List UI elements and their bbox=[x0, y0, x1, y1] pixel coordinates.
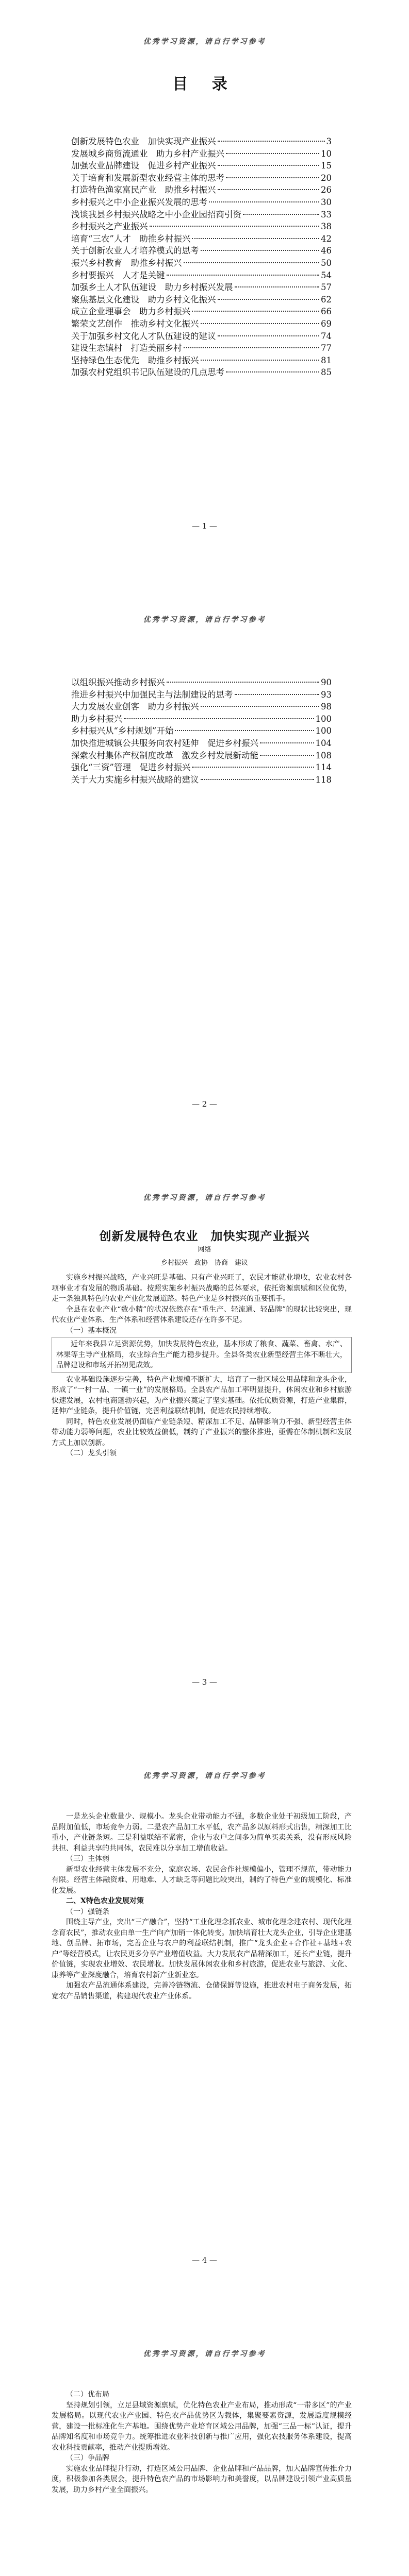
toc-title: 目 录 bbox=[172, 75, 237, 93]
toc-leader-dots bbox=[243, 214, 319, 215]
body-paragraph: 农业基础设施逐步完善，特色产业规模不断扩大，培育了一批区域公用品牌和龙头企业，形成了“一村一品、一镇一业”的发展格局。全县农产品加工率明显提升，休闲农业和乡村旅游快速发展，农村电商蓬勃兴起，为产业振兴奠定了坚实基础。依托优质资源，打造产业集群，延伸产业链条，提升价值链，完善利益联结机制，促进农民持续增收。 bbox=[52, 1375, 352, 1415]
toc-leader-dots bbox=[201, 250, 320, 251]
toc-entry-title: 聚焦基层文化建设 助力乡村文化振兴 bbox=[71, 294, 216, 304]
page-4 bbox=[0, 1734, 409, 2312]
toc-entry[interactable] bbox=[71, 306, 332, 318]
toc-entry-title: 创新发展特色农业 加快实现产业振兴 bbox=[71, 137, 216, 146]
toc-entry-title: 加强农村党组织书记队伍建设的几点思考 bbox=[71, 367, 224, 378]
toc-leader-dots bbox=[201, 360, 320, 361]
article-body bbox=[52, 2389, 352, 2495]
toc-entry[interactable] bbox=[71, 737, 332, 750]
toc-leader-dots bbox=[184, 347, 320, 348]
page-number: — 1 — bbox=[191, 521, 218, 531]
page-banner: 优秀学习资源，请自行学习参考 bbox=[143, 1772, 266, 1780]
toc-entry-page: 77 bbox=[321, 343, 332, 353]
page-2 bbox=[0, 578, 409, 1156]
section-subheading: （二）龙头引领 bbox=[66, 1449, 117, 1458]
body-paragraph: 围绕主导产业，突出“三产融合”，坚持“工业化理念抓农业、城市化理念建农村、现代化理念育农民”，推动农业由单一生产向产加销一体化转变。加快培育壮大龙头企业，引导企业建基地、创品牌、拓市场，完善企业与农户的利益联结机制，推广“龙头企业+合作社+基地+农户”等经营模式，让农民更多分享产业增值收益。大力发展农产品精深加工，延长产业链，提升价值链，实现农业增效、农民增收。加快发展休闲农业和乡村旅游，促进农业与旅游、文化、康养等产业深度融合，培育农村新产业新业态。 bbox=[52, 1918, 352, 1979]
body-paragraph: 同时，特色农业发展仍面临产业链条短、精深加工不足、品牌影响力不强、新型经营主体带动能力弱等问题，农业比较效益偏低，制约了产业振兴的整体推进，亟需在体制机制和发展方式上加以创新。 bbox=[52, 1417, 352, 1447]
toc-entry[interactable] bbox=[71, 725, 332, 737]
toc-leader-dots bbox=[175, 730, 314, 731]
toc-entry[interactable] bbox=[71, 257, 332, 269]
toc-entry-title: 关于培育和发展新型农业经营主体的思考 bbox=[71, 173, 224, 183]
toc-entry-title: 关于大力实施乡村振兴战略的建议 bbox=[71, 774, 199, 785]
page-banner: 优秀学习资源，请自行学习参考 bbox=[143, 1194, 266, 1202]
toc-leader-dots bbox=[218, 165, 320, 166]
toc-entry-title: 加强乡土人才队伍建设 助力乡村振兴发展 bbox=[71, 282, 233, 293]
toc-entry-title: 关于创新农业人才培养模式的思考 bbox=[71, 246, 199, 256]
toc-leader-dots bbox=[235, 286, 320, 287]
toc-entry-title: 乡村振兴之产业振兴 bbox=[71, 222, 148, 232]
toc-list bbox=[71, 676, 332, 786]
article-body bbox=[52, 1811, 352, 2002]
toc-entry-title: 推进乡村振兴中加强民主与法制建设的思考 bbox=[71, 689, 233, 700]
toc-leader-dots bbox=[226, 371, 319, 372]
page-number: — 2 — bbox=[191, 1099, 218, 1109]
toc-leader-dots bbox=[201, 706, 320, 707]
page-5 bbox=[0, 2312, 409, 2576]
toc-leader-dots bbox=[260, 755, 314, 756]
toc-entry-title: 强化“三资”管理 促进乡村振兴 bbox=[71, 762, 191, 773]
section-heading: 二、X特色农业发展对策 bbox=[66, 1897, 144, 1905]
toc-entry[interactable] bbox=[71, 774, 332, 786]
toc-entry-page: 81 bbox=[321, 355, 332, 365]
toc-entry-page: 57 bbox=[321, 282, 332, 293]
body-paragraph: 加强农产品流通体系建设，完善冷链物流、仓储保鲜等设施，推进农村电子商务发展，拓宽农产品销售渠道，构建现代农业产业体系。 bbox=[52, 1981, 352, 2001]
toc-entry[interactable] bbox=[71, 366, 332, 379]
toc-entry[interactable] bbox=[71, 701, 332, 713]
toc-entry-page: 46 bbox=[321, 246, 332, 256]
toc-entry-title: 大力发展农业创客 助力乡村振兴 bbox=[71, 702, 199, 712]
toc-entry-page: 98 bbox=[321, 702, 332, 712]
toc-entry[interactable] bbox=[71, 148, 332, 160]
toc-entry-title: 培育“三农”人才 助推乡村振兴 bbox=[71, 233, 191, 244]
toc-entry-page: 15 bbox=[321, 161, 332, 171]
toc-entry-title: 建设生态镇村 打造美丽乡村 bbox=[71, 343, 182, 353]
page-banner: 优秀学习资源，请自行学习参考 bbox=[143, 616, 266, 624]
toc-leader-dots bbox=[226, 177, 319, 178]
toc-entry-title: 打造特色渔家富民产业 助推乡村振兴 bbox=[71, 185, 216, 195]
toc-entry[interactable] bbox=[71, 233, 332, 245]
boxed-paragraph: 近年来我县立足资源优势，加快发展特色农业，基本形成了粮食、蔬菜、畜禽、水产、林果等主导产业格局，农业综合生产能力稳步提升。全县各类农业新型经营主体不断壮大，品牌建设和市场开拓初见成效。 bbox=[52, 1337, 352, 1373]
article-title: 创新发展特色农业 加快实现产业振兴 bbox=[99, 1229, 310, 1243]
toc-leader-dots bbox=[124, 718, 314, 719]
toc-leader-dots bbox=[218, 141, 325, 142]
toc-leader-dots bbox=[192, 238, 319, 239]
body-paragraph: 新型农业经营主体发展不充分，家庭农场、农民合作社规模偏小，管理不规范，带动能力有限。经营主体融资难、用地难、人才缺乏等问题比较突出，制约了特色产业的规模化、标准化发展。 bbox=[52, 1865, 352, 1895]
page-number: — 3 — bbox=[191, 1677, 218, 1687]
toc-entry[interactable] bbox=[71, 354, 332, 367]
body-paragraph: 实施农业品牌提升行动，打造区域公用品牌、企业品牌和产品品牌，加大品牌宣传推介力度，积极参加各类展会，提升特色农产品的市场影响力和美誉度，以品牌建设引领产业高质量发展，助力乡村产业全面振兴。 bbox=[52, 2464, 352, 2494]
toc-entry[interactable] bbox=[71, 761, 332, 774]
section-subheading: （三）争品牌 bbox=[66, 2454, 109, 2462]
section-subheading: （三）主体弱 bbox=[66, 1855, 109, 1863]
toc-entry-title: 关于加强乡村文化人才队伍建设的建议 bbox=[71, 331, 216, 341]
toc-entry-page: 50 bbox=[321, 258, 332, 268]
toc-entry-page: 20 bbox=[321, 173, 332, 183]
toc-entry-title: 乡村振兴从“乡村规划”开始 bbox=[71, 726, 174, 736]
toc-entry-page: 42 bbox=[321, 233, 332, 244]
toc-entry-page: 10 bbox=[321, 148, 332, 159]
toc-entry-page: 85 bbox=[321, 367, 332, 378]
toc-leader-dots bbox=[184, 262, 320, 263]
toc-entry[interactable] bbox=[71, 184, 332, 196]
toc-entry-page: 100 bbox=[315, 726, 332, 736]
toc-entry-page: 69 bbox=[321, 318, 332, 329]
toc-entry-page: 93 bbox=[321, 689, 332, 700]
toc-entry[interactable] bbox=[71, 135, 332, 148]
toc-entry-title: 成立企业理事会 助力乡村振兴 bbox=[71, 307, 190, 317]
toc-entry-title: 乡村振兴之中小企业振兴发展的思考 bbox=[71, 197, 207, 207]
toc-leader-dots bbox=[218, 299, 320, 300]
toc-entry[interactable] bbox=[71, 750, 332, 762]
toc-entry[interactable] bbox=[71, 342, 332, 354]
article-keywords: 乡村振兴 政协 协商 建议 bbox=[160, 1259, 248, 1267]
toc-entry-page: 3 bbox=[326, 137, 332, 146]
toc-entry[interactable] bbox=[71, 689, 332, 701]
toc-entry-title: 助力乡村振兴 bbox=[71, 714, 122, 724]
toc-entry[interactable] bbox=[71, 330, 332, 343]
toc-entry-title: 加强农业品牌建设 促进乡村产业振兴 bbox=[71, 161, 216, 171]
toc-leader-dots bbox=[260, 742, 314, 743]
body-paragraph: 一是龙头企业数量少、规模小。龙头企业带动能力不强，多数企业处于初级加工阶段，产品附加值低，市场竞争力弱。二是农产品加工水平低，农产品多以原料形式出售，精深加工比重小，产业链条短。三是利益联结不紧密，企业与农户之间多为简单买卖关系，没有形成风险共担、利益共享的共同体，农民难以分享加工增值收益。 bbox=[52, 1812, 352, 1853]
article-body bbox=[52, 1273, 352, 1459]
toc-entry-page: 33 bbox=[321, 209, 332, 219]
toc-list bbox=[71, 135, 332, 379]
section-subheading: （二）优布局 bbox=[66, 2391, 109, 2399]
toc-entry-title: 乡村要振兴 人才是关键 bbox=[71, 270, 165, 280]
toc-entry-title: 坚持绿色生态优先 助推乡村振兴 bbox=[71, 355, 199, 365]
toc-entry-page: 62 bbox=[321, 294, 332, 304]
toc-entry-page: 108 bbox=[315, 750, 332, 760]
toc-entry[interactable] bbox=[71, 245, 332, 257]
toc-entry-page: 90 bbox=[321, 677, 332, 687]
toc-leader-dots bbox=[226, 153, 319, 154]
toc-entry[interactable] bbox=[71, 196, 332, 209]
toc-entry-title: 发展城乡商贸流通业 助力乡村产业振兴 bbox=[71, 148, 224, 159]
toc-entry[interactable] bbox=[71, 713, 332, 725]
toc-leader-dots bbox=[201, 779, 314, 780]
section-subheading: （一）强链条 bbox=[66, 1907, 109, 1916]
toc-entry-page: 54 bbox=[321, 270, 332, 280]
page-3 bbox=[0, 1156, 409, 1734]
toc-entry-title: 探索农村集体产权制度改革 激发乡村发展新动能 bbox=[71, 750, 258, 760]
toc-leader-dots bbox=[150, 226, 320, 227]
toc-entry[interactable] bbox=[71, 221, 332, 233]
toc-leader-dots bbox=[235, 694, 320, 695]
toc-leader-dots bbox=[209, 201, 319, 202]
toc-entry-page: 26 bbox=[321, 185, 332, 195]
toc-entry-page: 30 bbox=[321, 197, 332, 207]
page-banner: 优秀学习资源，请自行学习参考 bbox=[143, 38, 266, 46]
toc-leader-dots bbox=[167, 275, 320, 276]
toc-entry[interactable] bbox=[71, 172, 332, 184]
toc-leader-dots bbox=[201, 323, 320, 324]
toc-entry-page: 118 bbox=[315, 774, 332, 785]
toc-leader-dots bbox=[192, 767, 314, 768]
body-paragraph: 全县在农业产业“数小精”的状况依然存在“重生产、轻流通、轻品牌”的现状比较突出，现代农业产业体系、生产体系和经营体系建设还存在许多不足。 bbox=[52, 1305, 352, 1324]
toc-entry[interactable] bbox=[71, 160, 332, 172]
toc-entry-page: 114 bbox=[315, 762, 332, 773]
toc-leader-dots bbox=[218, 189, 320, 190]
toc-leader-dots bbox=[167, 682, 320, 683]
section-subheading: （一）基本概况 bbox=[66, 1326, 117, 1335]
toc-leader-dots bbox=[218, 335, 320, 336]
article-source: 网络 bbox=[198, 1246, 211, 1253]
toc-entry[interactable] bbox=[71, 294, 332, 306]
toc-entry[interactable] bbox=[71, 209, 332, 221]
toc-entry-page: 100 bbox=[315, 714, 332, 724]
toc-entry-title: 繁荣文艺创作 推动乡村文化振兴 bbox=[71, 318, 199, 329]
toc-entry-page: 74 bbox=[321, 331, 332, 341]
toc-entry[interactable] bbox=[71, 281, 332, 294]
toc-leader-dots bbox=[192, 311, 319, 312]
toc-entry-title: 加快推进城镇公共服务向农村延伸 促进乡村振兴 bbox=[71, 738, 258, 748]
toc-entry-title: 以组织振兴推动乡村振兴 bbox=[71, 677, 165, 687]
toc-entry-title: 浅谈我县乡村振兴战略之中小企业园招商引资 bbox=[71, 209, 241, 219]
toc-entry[interactable] bbox=[71, 676, 332, 689]
page-number: — 4 — bbox=[191, 2256, 218, 2265]
toc-entry[interactable] bbox=[71, 269, 332, 282]
body-paragraph: 实施乡村振兴战略，产业兴旺是基础。只有产业兴旺了，农民才能就业增收，农业农村各项事业才有发展的物质基础。按照实施乡村振兴战略的总体要求，依托资源禀赋和区位优势，走一条独具特色的农业产业化发展道路。特色产业是乡村振兴的重要抓手。 bbox=[52, 1274, 352, 1303]
toc-entry-title: 振兴乡村教育 助推乡村振兴 bbox=[71, 258, 182, 268]
toc-entry[interactable] bbox=[71, 318, 332, 330]
toc-entry-page: 66 bbox=[321, 307, 332, 317]
page-banner: 优秀学习资源，请自行学习参考 bbox=[143, 2350, 266, 2358]
toc-entry-page: 104 bbox=[315, 738, 332, 748]
body-paragraph: 坚持规划引领，立足县域资源禀赋，优化特色农业产业布局，推动形成“一带多区”的产业发展格局。以现代农业产业园、特色农产品优势区为载体，集聚要素资源，发展适度规模经营，建设一批标准化生产基地。围绕优势产业培育区域公用品牌，加强“三品一标”认证，提升品牌知名度和市场竞争力。统筹推进农业科技创新与推广应用，强化农技服务体系建设，提高农业科技贡献率，推动产业提质增效。 bbox=[52, 2401, 352, 2452]
toc-entry-page: 38 bbox=[321, 222, 332, 232]
page-1 bbox=[0, 0, 409, 578]
